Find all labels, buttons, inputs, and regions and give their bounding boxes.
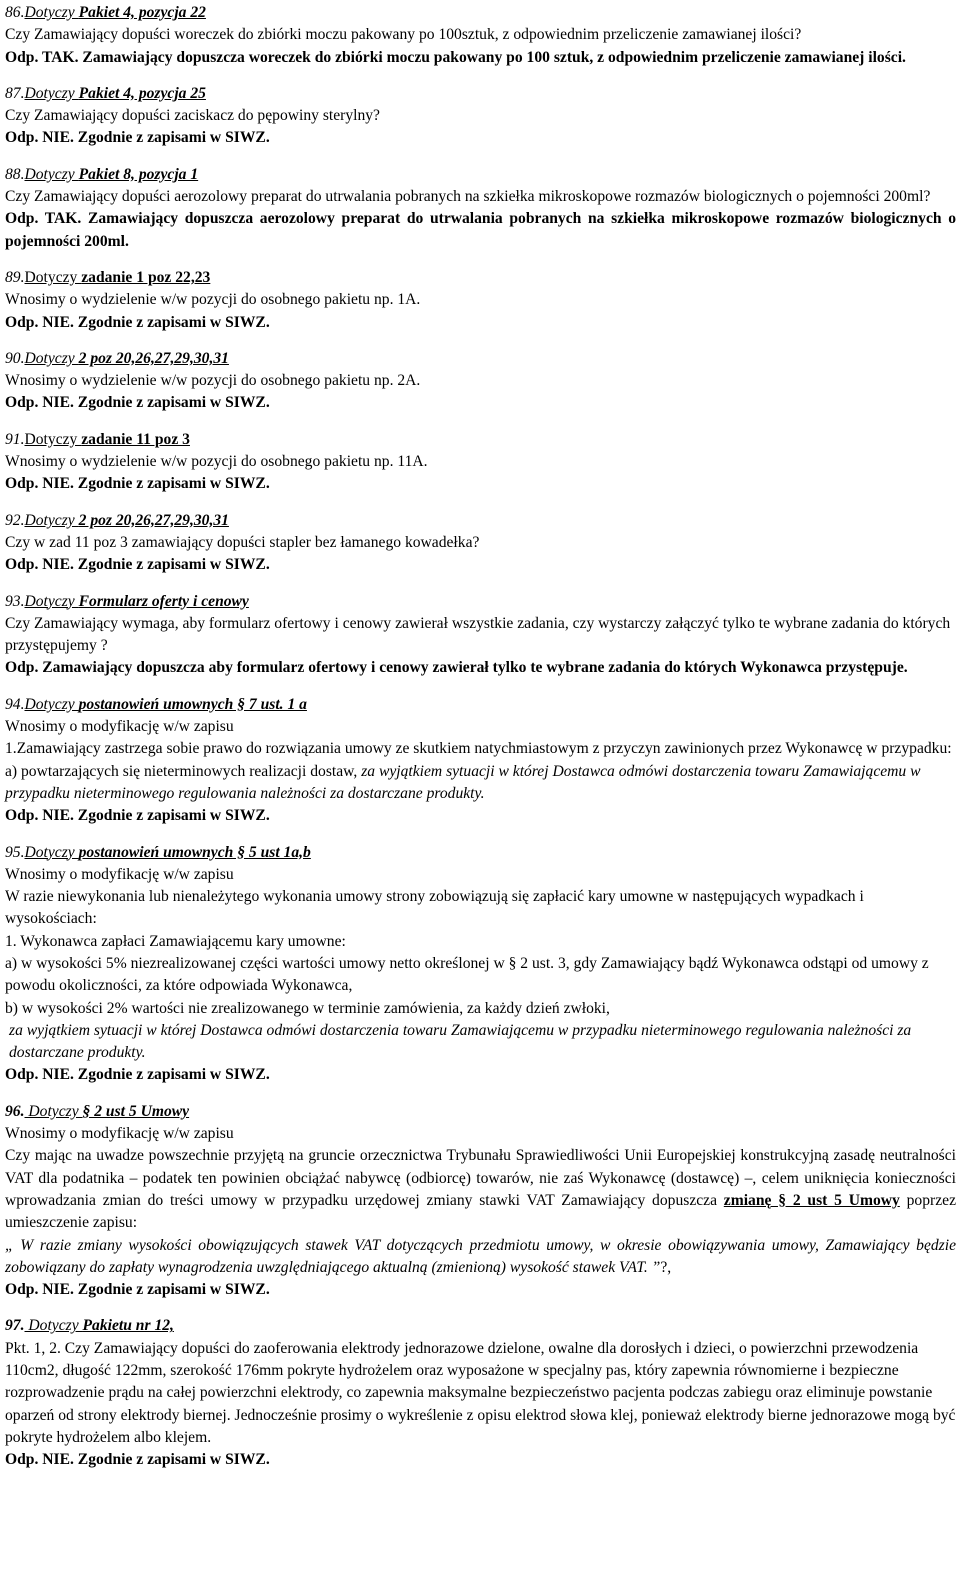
question-header [5, 164, 956, 186]
question-prefix: Dotyczy [24, 84, 79, 102]
question-header [5, 842, 956, 864]
clause-text: b) w wysokości 2% wartości nie zrealizowanego w terminie zamówienia, za każdy dzień zwłoki, [5, 999, 610, 1017]
question-subject: postanowień umownych § 5 ust 1a,b [78, 843, 311, 861]
answer-text: Odp. NIE. Zgodnie z zapisami w SIWZ. [5, 1281, 270, 1299]
answer-text: Odp. TAK. Zamawiający dopuszcza woreczek do zbiórki moczu pakowany po 100 sztuk, z odpowiednim przeliczenie zamawianej ilości. [5, 48, 906, 66]
question-text: Czy Zamawiający dopuści zaciskacz do pępowiny sterylny? [5, 107, 380, 125]
question-93 [5, 591, 956, 680]
question-subject: Pakiet 8, pozycja 1 [78, 165, 199, 183]
question-text: Wnosimy o wydzielenie w/w pozycji do osobnego pakietu np. 2A. [5, 372, 421, 390]
clause-text: W razie niewykonania lub nienależytego wykonania umowy strony zobowiązują się zapłacić kary umowne w następujących wypadkach i wysokościach: [5, 888, 864, 928]
question-subject: Pakiet 4, pozycja 25 [78, 84, 206, 102]
question-text: Czy w zad 11 poz 3 zamawiający dopuści stapler bez łamanego kowadełka? [5, 533, 480, 551]
clause-italic: „ W razie zmiany wysokości obowiązujących stawek VAT dotyczących przedmiotu umowy, w okresie obowiązywania umowy, Zamawiający będzie zobowiązany do zapłaty wynagrodzenia uwzględniającego aktualną (zmienioną) wysokość stawek VAT. ” [5, 1236, 956, 1276]
request-text: Wnosimy o modyfikację w/w zapisu [5, 865, 234, 883]
question-prefix: Dotyczy [24, 349, 79, 367]
clause-bold: zmianę § 2 ust 5 Umowy [723, 1191, 900, 1209]
question-subject: 2 poz 20,26,27,29,30,31 [78, 349, 229, 367]
answer-text: Odp. NIE. Zgodnie z zapisami w SIWZ. [5, 807, 270, 825]
document-page [0, 2, 960, 1472]
answer-text: Odp. NIE. Zgodnie z zapisami w SIWZ. [5, 313, 270, 331]
question-subject: zadanie 1 poz 22,23 [81, 268, 211, 286]
question-number: 92. [5, 511, 25, 529]
clause-italic: za wyjątkiem sytuacji w której Dostawca odmówi dostarczenia towaru Zamawiającemu w przypadku nieterminowego regulowania należności za dostarczane produkty. [9, 1021, 912, 1062]
question-prefix: Dotyczy [24, 1317, 83, 1335]
question-prefix: Dotyczy [24, 511, 79, 529]
answer-text: Odp. NIE. Zgodnie z zapisami w SIWZ. [5, 1066, 270, 1084]
answer-text: Odp. NIE. Zgodnie z zapisami w SIWZ. [5, 129, 270, 147]
clause-text [5, 1235, 956, 1280]
question-subject: Pakiet 4, pozycja 22 [78, 4, 206, 21]
clause-tail: ?, [660, 1258, 672, 1276]
answer-text: Odp. NIE. Zgodnie z zapisami w SIWZ. [5, 1451, 270, 1469]
question-header [5, 1101, 956, 1123]
question-text: Wnosimy o wydzielenie w/w pozycji do osobnego pakietu np. 11A. [5, 453, 428, 471]
question-text: Wnosimy o wydzielenie w/w pozycji do osobnego pakietu np. 1A. [5, 291, 421, 309]
question-header [5, 429, 956, 451]
answer-text: Odp. Zamawiający dopuszcza aby formularz ofertowy i cenowy zawierał tylko te wybrane zadania do których Wykonawca przystępuje. [5, 659, 908, 677]
answer-text: Odp. NIE. Zgodnie z zapisami w SIWZ. [5, 394, 270, 412]
question-prefix: Dotyczy [24, 695, 79, 713]
question-prefix: Dotyczy [24, 268, 82, 286]
question-92 [5, 510, 956, 577]
question-subject: § 2 ust 5 Umowy [82, 1102, 190, 1120]
question-text: Pkt. 1, 2. Czy Zamawiający dopuści do zaoferowania elektrody jednorazowe dzielone, owalne dla dorosłych i dzieci, o powierzchni przewodzenia 110cm2, długość 122mm, szerokość 176mm pokryte hydrożelem oraz wyposażone w specjalny pas, który zapewnia równomierne i bezpieczne rozprowadzenie prądu na całej powierzchni elektrody, co zapewnia maksymalne bezpieczeństwo pacjenta podczas zabiegu oraz eliminuje powstanie oparzeń od strony elektrody biernej. Jednocześnie prosimy o wykreślenie z opisu elektrod słowa klej, ponieważ elektrody bierne jednorazowe mogą być pokryte hydrożelem albo klejem. [5, 1339, 956, 1446]
question-97 [5, 1315, 956, 1471]
answer-text: Odp. NIE. Zgodnie z zapisami w SIWZ. [5, 556, 270, 574]
question-header [5, 591, 956, 613]
question-subject: Formularz oferty i cenowy [78, 592, 249, 610]
request-text: Wnosimy o modyfikację w/w zapisu [5, 718, 234, 736]
question-subject: postanowień umownych § 7 ust. 1 a [78, 695, 307, 713]
clause-italic: za wyjątkiem sytuacji w której Dostawca odmówi dostarczenia towaru Zamawiającemu w przypadku nieterminowego regulowania należności za dostarczane produkty. [5, 762, 921, 802]
question-prefix: Dotyczy [24, 4, 79, 21]
question-subject: zadanie 11 poz 3 [81, 430, 190, 448]
question-number: 88. [5, 165, 25, 183]
question-text: Czy Zamawiający wymaga, aby formularz ofertowy i cenowy zawierał wszystkie zadania, czy wystarczy załączyć tylko te wybrane zadania do których przystępujemy ? [5, 614, 951, 655]
clause-text: 1.Zamawiający zastrzega sobie prawo do rozwiązania umowy ze skutkiem natychmiastowym z przyczyn zawinionych przez Wykonawcę w przypadku: [5, 740, 952, 758]
question-header [5, 694, 956, 716]
question-number: 97. [5, 1317, 25, 1335]
question-subject: 2 poz 20,26,27,29,30,31 [78, 511, 229, 529]
clause-text [5, 761, 956, 806]
question-number: 91. [5, 430, 25, 448]
clause-plain: Czy mając na uwadze powszechnie przyjętą na gruncie orzecznictwa Trybunału Sprawiedliwości Unii Europejskiej konstrukcyjną zasadę neutralności VAT dla podatnika – podatek ten powinien obciążać nabywcę (odbiorcę) towarów, nie zaś Wykonawcę (dostawcę) –, celem uniknięcia konieczności wprowadzania zmian do treści umowy w przypadku urzędowej zmiany stawki VAT Zamawiający dopuszcza [5, 1147, 956, 1209]
question-number: 86. [5, 4, 25, 21]
question-header [5, 267, 956, 289]
question-87 [5, 83, 956, 150]
question-prefix: Dotyczy [24, 843, 79, 861]
question-number: 96. [5, 1102, 25, 1120]
question-86 [5, 2, 956, 69]
clause-plain: a) powtarzających się nieterminowych realizacji dostaw, [5, 762, 362, 780]
question-number: 93. [5, 592, 25, 610]
request-text: Wnosimy o modyfikację w/w zapisu [5, 1125, 234, 1143]
question-number: 90. [5, 349, 25, 367]
question-header [5, 1315, 956, 1337]
question-prefix: Dotyczy [24, 165, 79, 183]
question-90 [5, 348, 956, 415]
question-header [5, 83, 956, 105]
question-header [5, 2, 956, 24]
question-prefix: Dotyczy [24, 592, 79, 610]
answer-text: Odp. NIE. Zgodnie z zapisami w SIWZ. [5, 475, 270, 493]
clause-text [5, 1145, 956, 1234]
question-prefix: Dotyczy [24, 430, 82, 448]
clause-text: 1. Wykonawca zapłaci Zamawiającemu kary umowne: [5, 932, 346, 950]
question-88 [5, 164, 956, 253]
answer-text: Odp. TAK. Zamawiający dopuszcza aerozolowy preparat do utrwalania pobranych na szkiełka mikroskopowe rozmazów biologicznych o pojemności 200ml. [5, 210, 956, 250]
question-subject: Pakietu nr 12, [82, 1317, 174, 1335]
question-text: Czy Zamawiający dopuści woreczek do zbiórki moczu pakowany po 100sztuk, z odpowiednim przeliczenie zamawianej ilości? [5, 26, 802, 44]
question-89 [5, 267, 956, 334]
question-header [5, 348, 956, 370]
question-number: 94. [5, 695, 25, 713]
question-number: 95. [5, 843, 25, 861]
clause-plain-tail: poprzez umieszczenie zapisu: [5, 1191, 956, 1232]
question-prefix: Dotyczy [24, 1102, 83, 1120]
question-text: Czy Zamawiający dopuści aerozolowy preparat do utrwalania pobranych na szkiełka mikroskopowe rozmazów biologicznych o pojemności 200ml? [5, 188, 931, 206]
question-94 [5, 694, 956, 828]
clause-text: a) w wysokości 5% niezrealizowanej części wartości umowy netto określonej w § 2 ust. 3, gdy Zamawiający bądź Wykonawca odstąpi od umowy z powodu okoliczności, za które odpowiada Wykonawca, [5, 954, 929, 995]
question-91 [5, 429, 956, 496]
question-header [5, 510, 956, 532]
question-number: 87. [5, 84, 25, 102]
question-number: 89. [5, 268, 25, 286]
question-96 [5, 1101, 956, 1302]
question-95 [5, 842, 956, 1087]
